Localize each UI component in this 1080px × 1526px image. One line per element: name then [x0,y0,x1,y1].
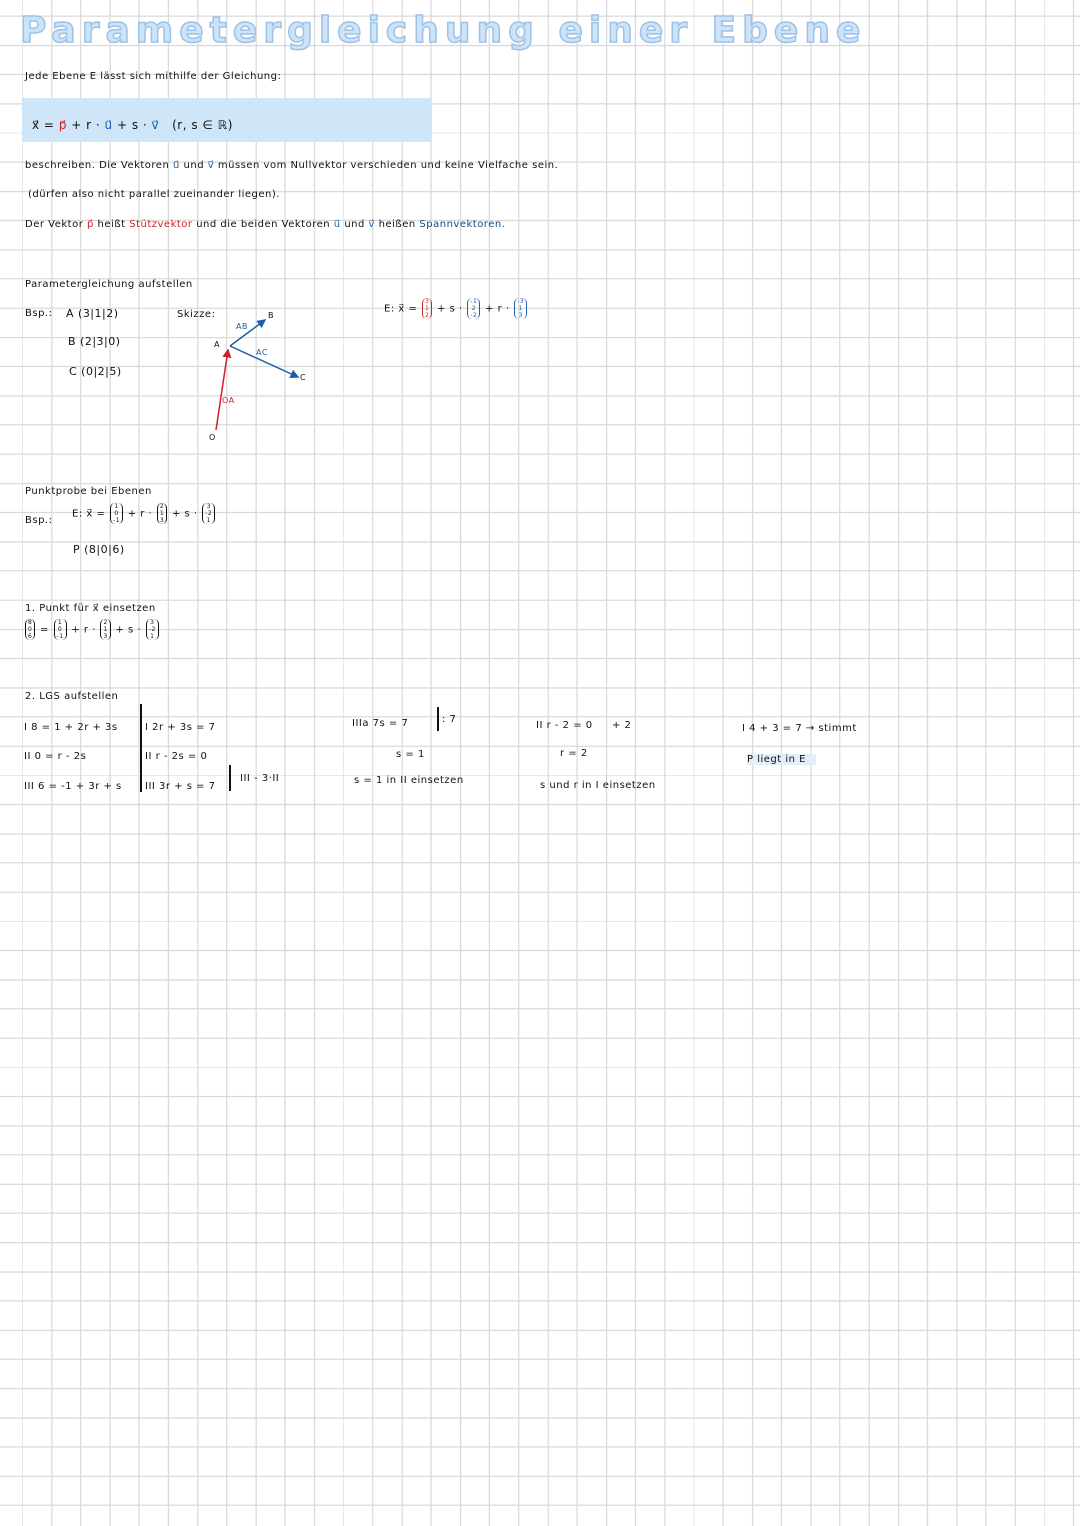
desc2: (dürfen also nicht parallel zueinander liegen). [28,189,280,200]
s-result: s = 1 [396,749,425,760]
desc1-b: müssen vom Nullvektor verschieden und keine Vielfache sein. [217,160,559,171]
step1-heading: 1. Punkt für x⃗ einsetzen [25,603,156,614]
formula-u: u⃗ [104,118,113,132]
operation-label: : 7 [442,714,457,725]
operation-label: + 2 [612,720,632,731]
desc1-u: u⃗ [173,160,180,171]
formula-v: v⃗ [151,118,160,132]
formula-p: p⃗ [58,118,67,132]
intro-text: Jede Ebene E lässt sich mithilfe der Gleichung: [25,71,282,82]
formula-r: + r · [71,118,101,132]
desc1-v: v⃗ [207,160,215,171]
sketch-b: B [268,311,274,320]
r-result: r = 2 [560,748,588,759]
desc3-c: und die beiden Vektoren [196,219,331,230]
spannvektoren-term: Spannvektoren. [419,219,506,230]
desc3-p: p⃗ [87,219,94,230]
operation-label: III - 3·II [240,773,280,784]
lgs2-eq-2: II r - 2s = 0 [145,751,208,762]
section1-bsp: Bsp.: [25,308,53,319]
desc1-and: und [183,160,205,171]
formula-x: x⃗ = [32,118,55,132]
lgs-eq-1: I 8 = 1 + 2r + 3s [24,722,118,733]
point-c: C (0|2|5) [69,365,122,378]
lgs-eq-3: III 6 = -1 + 3r + s [24,781,122,792]
step2-heading: 2. LGS aufstellen [25,691,119,702]
divider [229,765,231,791]
support-vector: 3 1 2 [422,298,432,319]
desc3-v: v⃗ [368,219,375,230]
check-result: I 4 + 3 = 7 → stimmt [742,723,857,734]
sketch-o: O [209,433,216,442]
desc3-d: heißen [378,219,416,230]
vector-sketch [190,300,330,450]
substitute-note-2: s und r in I einsetzen [540,780,656,791]
iiia-eq: IIIa 7s = 7 [352,718,409,729]
desc3-a: Der Vektor [25,219,84,230]
stuetzvektor-term: Stützvektor [129,219,193,230]
lgs2-eq-1: I 2r + 3s = 7 [145,722,216,733]
desc1 [25,160,558,171]
skizze-label: Skizze: [177,309,216,320]
point-b: B (2|3|0) [68,335,121,348]
desc3-b: heißt [97,219,126,230]
sketch-oa-label: OA [222,396,235,405]
divider [437,707,439,731]
point-a: A (3|1|2) [66,307,119,320]
formula [32,118,233,132]
direction-vector-ab: -1 2 -2 [467,298,480,319]
formula-domain: (r, s ∈ ℝ) [172,118,233,132]
sketch-ab-label: AB [236,322,248,331]
conclusion: P liegt in E [747,754,816,765]
section1-heading: Parametergleichung aufstellen [25,279,193,290]
plane-equation-2: E: x⃗ = 1 0 -1 + r · 2 1 3 + s · 3 -2 1 [72,503,216,524]
sketch-ac-label: AC [256,348,268,357]
desc3 [25,219,505,230]
direction-vector-ac: -3 1 3 [514,298,527,319]
formula-s: + s · [116,118,148,132]
sketch-c: C [300,373,307,382]
point-p: P (8|0|6) [73,543,125,556]
ii-eq: II r - 2 = 0 [536,720,593,731]
section2-bsp: Bsp.: [25,515,53,526]
divider [140,704,142,792]
vector-oa-arrow [216,350,228,430]
step1-equation: 8 0 6 = 1 0 -1 + r · 2 1 3 + s · 3 -2 1 [24,619,160,640]
sketch-a: A [214,340,220,349]
lgs2-eq-3: III 3r + s = 7 [145,781,216,792]
desc3-u: u⃗ [333,219,341,230]
page-title: Parametergleichung einer Ebene [20,10,867,51]
desc1-a: beschreiben. Die Vektoren [25,160,170,171]
eq-label: E: x⃗ = [384,303,418,315]
plane-equation-1: E: x⃗ = 3 1 2 + s · -1 2 -2 + r · -3 1 3 [384,298,528,319]
section2-heading: Punktprobe bei Ebenen [25,486,152,497]
desc3-and: und [344,219,365,230]
substitute-note: s = 1 in II einsetzen [354,775,464,786]
lgs-eq-2: II 0 = r - 2s [24,751,87,762]
